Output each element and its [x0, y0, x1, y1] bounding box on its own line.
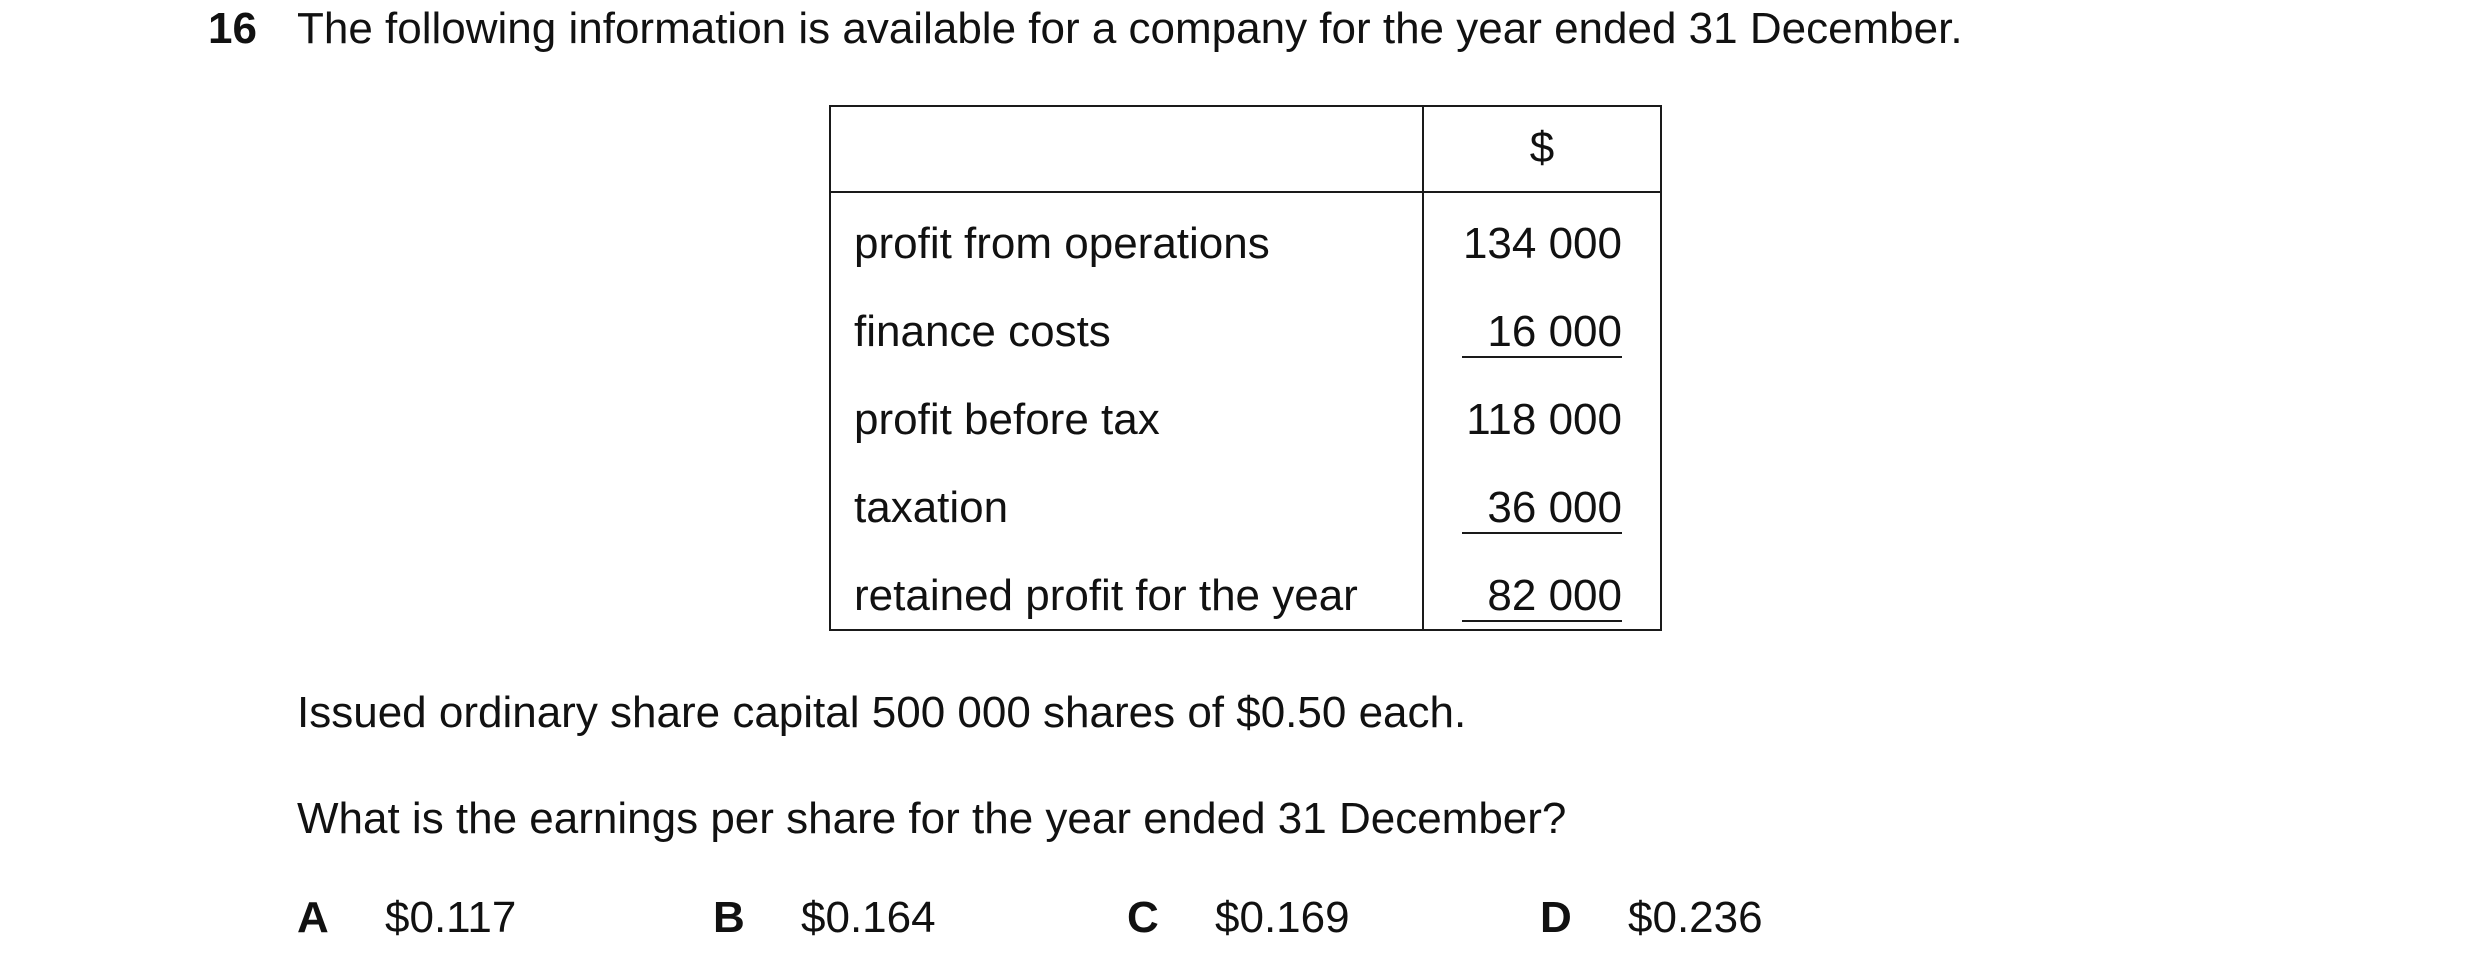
table-row	[831, 455, 1660, 543]
question-intro: The following information is available for a company for the year ended 31 December.	[297, 4, 1963, 53]
question-prompt: What is the earnings per share for the year ended 31 December?	[297, 794, 1567, 843]
table-row	[831, 367, 1660, 455]
share-capital-info: Issued ordinary share capital 500 000 shares of $0.50 each.	[297, 688, 1467, 737]
option-value: $0.164	[801, 893, 936, 942]
table-row	[831, 279, 1660, 367]
option-letter: D	[1540, 893, 1572, 942]
row-amount: 82 000	[1487, 571, 1622, 620]
option-value: $0.169	[1215, 893, 1350, 942]
table-row	[831, 191, 1660, 279]
row-label: retained profit for the year	[854, 571, 1358, 620]
row-label: finance costs	[854, 307, 1111, 356]
option-letter: A	[297, 893, 329, 942]
row-amount: 16 000	[1487, 307, 1622, 356]
row-amount: 134 000	[1462, 219, 1622, 268]
table-row	[831, 543, 1660, 631]
row-amount: 118 000	[1466, 395, 1622, 444]
row-label: profit before tax	[854, 395, 1160, 444]
amount-underline	[1462, 532, 1622, 534]
option-value: $0.117	[385, 893, 517, 942]
option-value: $0.236	[1628, 893, 1763, 942]
option-letter: C	[1127, 893, 1159, 942]
question-number: 16	[208, 4, 257, 53]
row-amount: 36 000	[1487, 483, 1622, 532]
row-label: taxation	[854, 483, 1009, 532]
currency-header: $	[1529, 123, 1555, 172]
amount-underline	[1462, 356, 1622, 358]
amount-underline	[1462, 620, 1622, 622]
option-letter: B	[713, 893, 745, 942]
row-label: profit from operations	[854, 219, 1270, 268]
income-statement-table	[829, 105, 1662, 631]
